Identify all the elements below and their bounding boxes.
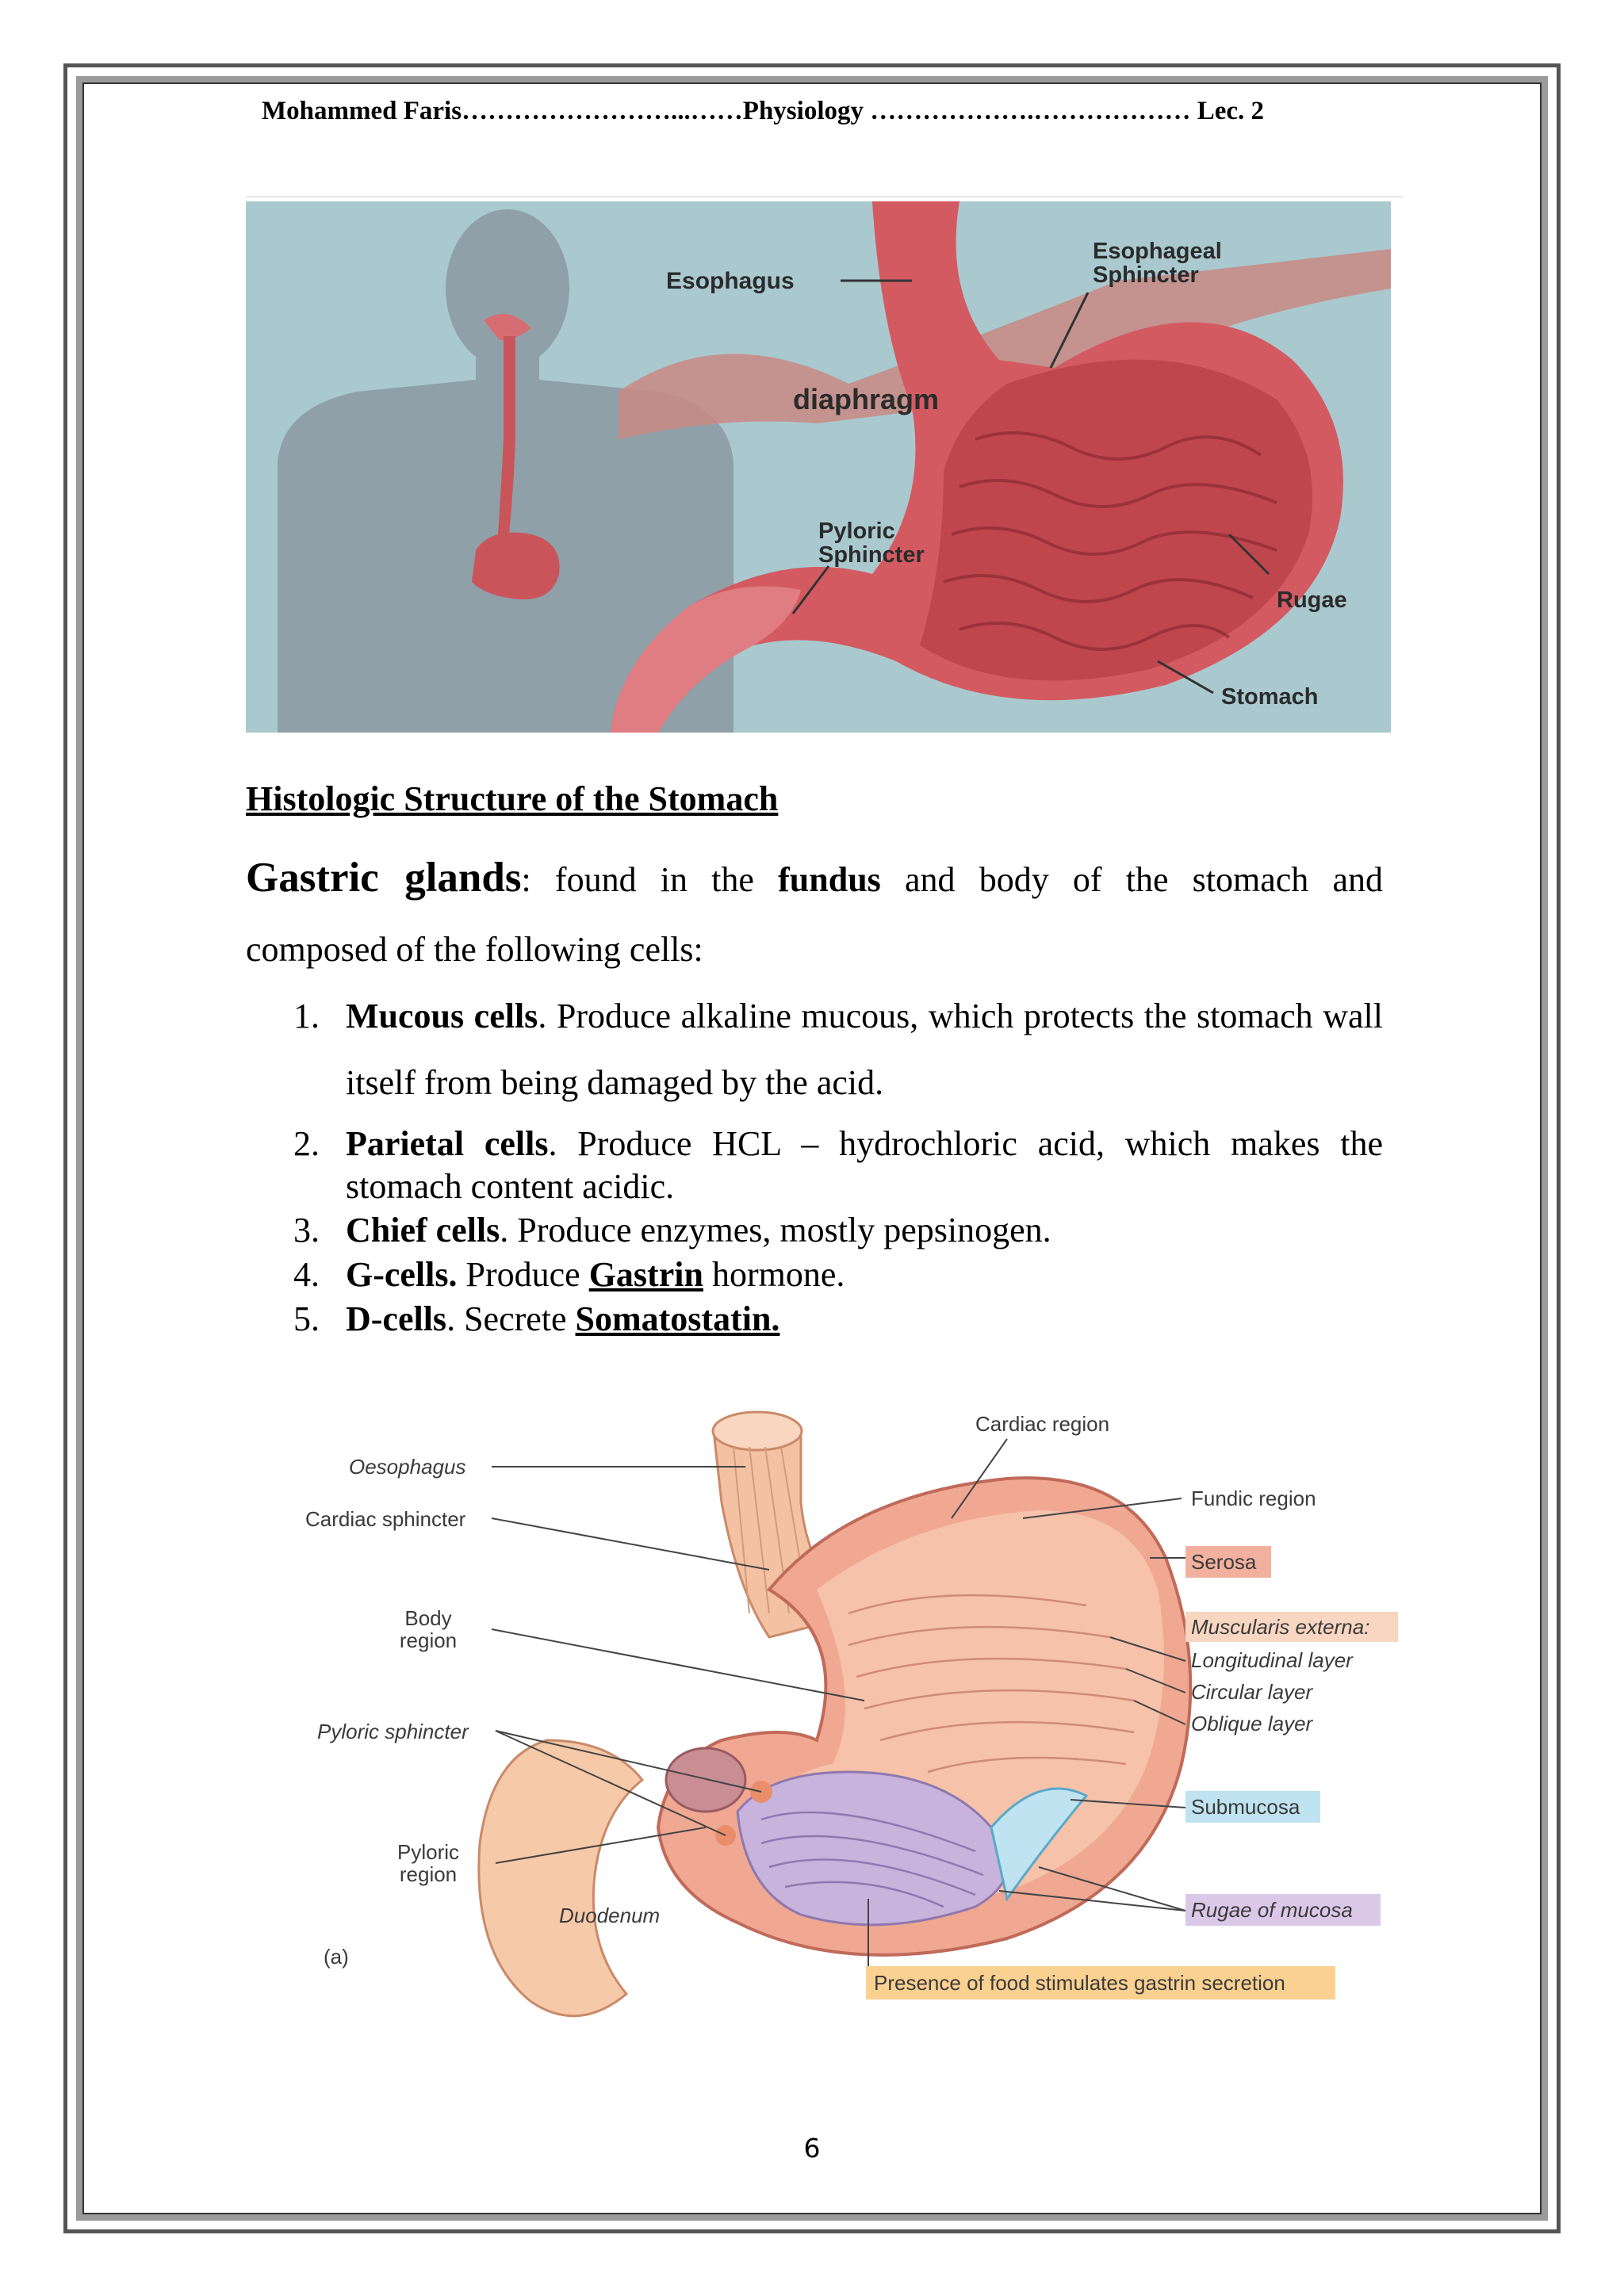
duodenum-shape: [479, 1740, 642, 2016]
header-rule: [246, 196, 1404, 197]
intro-text-2: and body of the stomach and: [880, 860, 1384, 899]
page-header: [262, 97, 1388, 126]
label-rugae-of-mucosa: Rugae of mucosa: [1191, 1898, 1353, 1922]
paragraph-line-1: [246, 843, 1383, 915]
gastric-glands-term: Gastric glands: [246, 855, 522, 901]
cell-name: G-cells.: [346, 1255, 458, 1294]
label-circular-layer: Circular layer: [1191, 1680, 1313, 1704]
header-dots-2: ……………….………………: [864, 97, 1191, 125]
section-title: Histologic Structure of the Stomach: [246, 779, 779, 818]
label-panel-a: (a): [324, 1945, 349, 1969]
header-subject: Physiology: [742, 97, 864, 125]
cell-description: . Produce HCL – hydrochloric acid, which makes the stomach content acidic.: [346, 1124, 1383, 1206]
cell-description: . Secrete: [446, 1299, 576, 1338]
label-duodenum: Duodenum: [559, 1904, 661, 1927]
list-item: [293, 983, 1383, 1116]
label-pyloric-region-2: region: [399, 1862, 458, 1886]
list-number: 3.: [293, 1211, 320, 1249]
list-number: 4.: [293, 1255, 320, 1294]
label-esophagus: Esophagus: [666, 268, 795, 294]
label-submucosa: Submucosa: [1191, 1795, 1300, 1819]
hormone-name: Gastrin: [588, 1255, 703, 1294]
fundus-term: fundus: [778, 860, 881, 899]
cell-name: Mucous cells: [346, 997, 538, 1035]
label-pyloric-sphincter-2: Sphincter: [818, 542, 925, 568]
label-oesophagus: Oesophagus: [349, 1455, 466, 1479]
hormone-name: Somatostatin.: [575, 1299, 780, 1338]
label-body-region-2: region: [399, 1628, 458, 1652]
label-oblique-layer: Oblique layer: [1191, 1712, 1313, 1735]
list-number: 2.: [293, 1124, 320, 1163]
cell-name: D-cells: [346, 1299, 447, 1338]
label-esophageal-sphincter-2: Sphincter: [1093, 262, 1199, 288]
label-fundic-region: Fundic region: [1191, 1487, 1316, 1510]
label-muscularis-externa: Muscularis externa:: [1191, 1615, 1370, 1639]
cell-description: Produce: [457, 1255, 589, 1294]
list-item: [293, 1208, 1383, 1253]
label-pyloric-sphincter-1: Pyloric: [818, 519, 895, 544]
header-author: Mohammed Faris: [262, 97, 462, 125]
page-number: 6: [803, 2133, 821, 2164]
label-serosa: Serosa: [1191, 1550, 1257, 1574]
gastric-glands-paragraph: [246, 843, 1383, 985]
cell-list: [293, 983, 1383, 1341]
label-stomach: Stomach: [1221, 684, 1319, 710]
label-cardiac-sphincter: Cardiac sphincter: [305, 1507, 466, 1531]
label-pyloric-region-1: Pyloric: [396, 1840, 460, 1864]
list-number: 1.: [293, 997, 320, 1035]
paragraph-line-2: composed of the following cells:: [246, 930, 703, 969]
label-gastrin-note: Presence of food stimulates gastrin secretion: [874, 1971, 1285, 1995]
label-rugae: Rugae: [1277, 587, 1347, 613]
list-item: [293, 1123, 1383, 1208]
cell-description-end: hormone.: [703, 1255, 845, 1294]
cell-description: . Produce enzymes, mostly pepsinogen.: [500, 1211, 1051, 1249]
cell-name: Chief cells: [346, 1211, 500, 1249]
cell-name: Parietal cells: [346, 1124, 549, 1163]
cell-description: . Produce alkaline mucous, which protects the stomach wall itself from being damaged by the acid.: [346, 997, 1383, 1102]
label-diaphragm: diaphragm: [793, 383, 940, 415]
label-longitudinal-layer: Longitudinal layer: [1191, 1648, 1353, 1672]
list-item: [293, 1297, 1383, 1341]
list-number: 5.: [293, 1299, 320, 1338]
stomach-anatomy-figure: [246, 201, 1391, 733]
label-body-region-1: Body: [404, 1606, 452, 1630]
list-item: [293, 1253, 1383, 1297]
label-esophageal-sphincter-1: Esophageal: [1093, 239, 1222, 264]
label-cardiac-region: Cardiac region: [975, 1412, 1110, 1436]
label-pyloric-sphincter: Pyloric sphincter: [317, 1720, 469, 1743]
header-dots-1: ……………………...……: [462, 97, 743, 125]
header-lecture: Lec. 2: [1197, 97, 1265, 125]
intro-text-1: : found in the: [521, 860, 779, 899]
stomach-layers-figure: [293, 1399, 1404, 2042]
